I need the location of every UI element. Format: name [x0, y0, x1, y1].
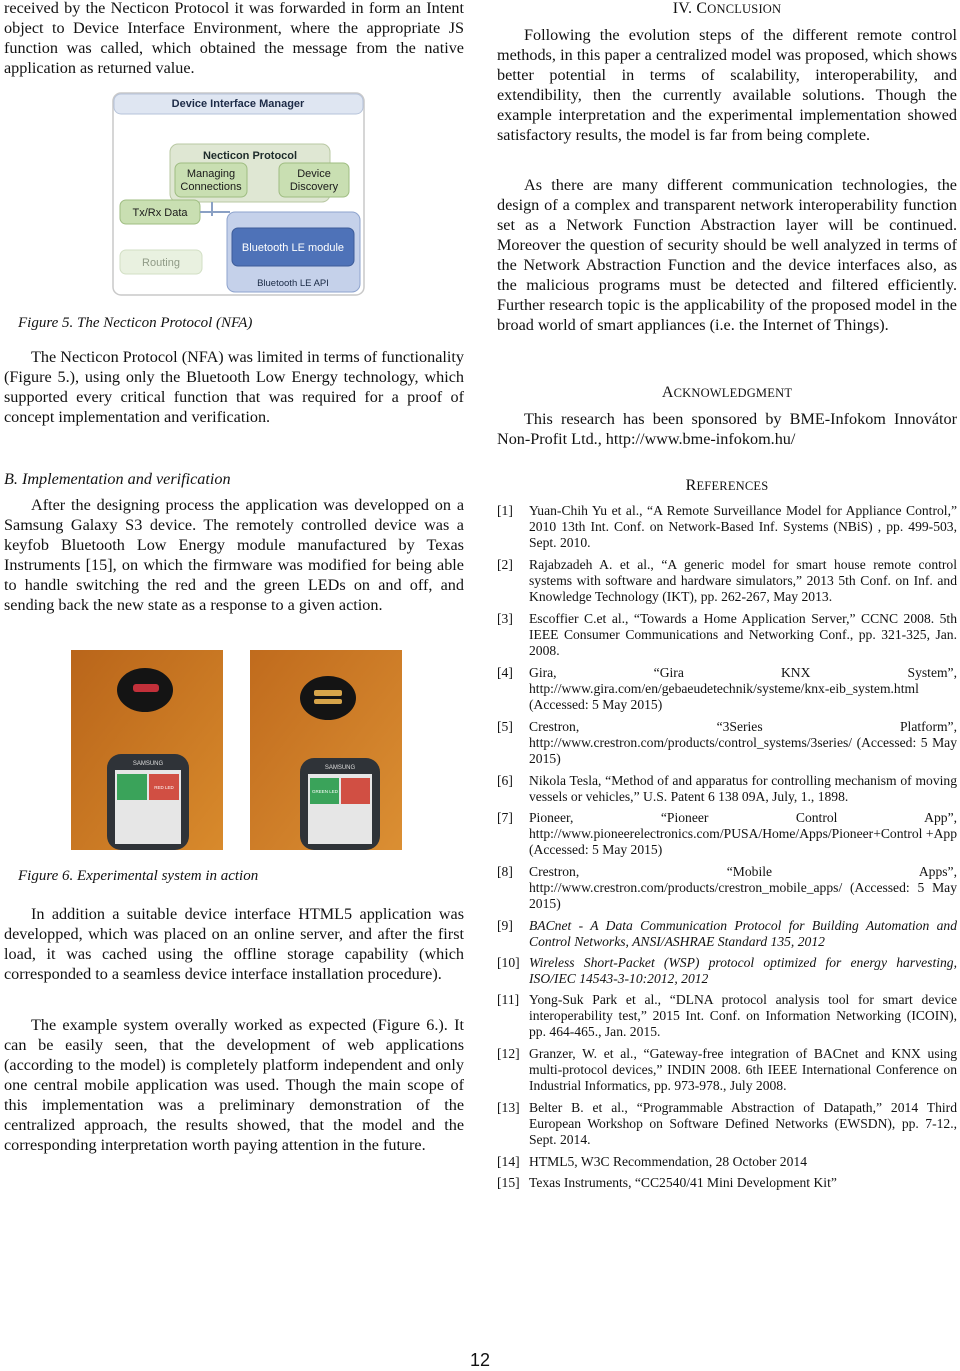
implementation-paragraph: After the designing process the application was developped on a Samsung Galaxy S3 device. The remotely controlled device was a keyfob Bluetooth Low Energy module manufactured by Texas Instruments [15], on which the firmware was modified for being able to handle switching the red and the green LEDs on and off, and sending back the new state as a response to a given action.: [4, 496, 464, 614]
reference-item: [6] Nikola Tesla, “Method of and apparatus for controlling mechanism of moving vessels or vehicles,” U.S. Patent 6 138 09A, July, 1., 1898.: [497, 773, 957, 805]
reference-item: [14] HTML5, W3C Recommendation, 28 October 2014: [497, 1154, 807, 1169]
discovery-label-2: Discovery: [289, 181, 339, 193]
ble-api-label: Bluetooth LE API: [257, 278, 329, 289]
necticon-protocol-label: Necticon Protocol: [202, 150, 298, 162]
reference-item: [15] Texas Instruments, “CC2540/41 Mini Development Kit”: [497, 1175, 837, 1190]
reference-item: [8] Crestron, “Mobile Apps”, http://www.crestron.com/products/crestron_mobile_apps/ (Accessed: 5 May 2015): [497, 864, 957, 912]
photo-green-led: [250, 650, 402, 850]
intro-paragraph: received by the Necticon Protocol it was forwarded in form an Intent object to Device Interface Environment, where the appropriate JS function was called, which obtained the message from the native application as returned value.: [4, 0, 464, 77]
reference-item: [12] Granzer, W. et al., “Gateway-free integration of BACnet and KNX using multi-protocol devices,” INDIN 2008. 6th IEEE International Conference on Industrial Informatics, pp. 973-978., July 2008.: [497, 1046, 957, 1094]
reference-item: [7] Pioneer, “Pioneer Control App”, http://www.pioneerelectronics.com/PUSA/Home/Apps/Pioneer+Control +App (Accessed: 5 May 2015): [497, 810, 957, 858]
led-label: GREEN LED: [311, 789, 339, 794]
figure5-caption: Figure 5. The Necticon Protocol (NFA): [18, 315, 253, 331]
phone-brand: SAMSUNG: [132, 761, 164, 767]
conclusion-paragraph-1: Following the evolution steps of the different remote control methods, in this paper a centralized model was proposed, which shows better potential in terms of scalability, interoperability, and extendibility, then the currently available solutions. Though the example interpretation and the experimental implementation showed satisfactory results, the model is far from being complete.: [497, 26, 957, 144]
discovery-label-1: Device: [297, 168, 331, 180]
managing-label-2: Connections: [180, 181, 242, 193]
reference-item: [5] Crestron, “3Series Platform”, http://www.crestron.com/products/control_systems/3series/ (Accessed: 5 May 2015): [497, 719, 957, 767]
led-label: RED LED: [154, 785, 174, 790]
routing-label: Routing: [142, 257, 180, 269]
example-paragraph: The example system overally worked as expected (Figure 6.). It can be easily seen, that the development of web applications (according to the model) is completely platform independent and only one central mobile application was used. Though the main scope of this implementation was a preliminary demonstration of the centralized approach, the results showed, that the model and the corresponding interpretation worth paying attention in the future.: [4, 1016, 464, 1154]
txrx-label: Tx/Rx Data: [132, 207, 188, 219]
html5-paragraph: In addition a suitable device interface HTML5 application was developped, which was placed on an online server, and after the first load, it was cached using the offline storage capability (which corresponded to a seamless device interface installation procedure).: [4, 905, 464, 983]
acknowledgment-heading: ACKNOWLEDGMENT: [661, 384, 793, 401]
references-heading: REFERENCES: [685, 477, 769, 494]
reference-item: [10] Wireless Short-Packet (WSP) protocol optimized for energy harvesting, ISO/IEC 14543-3-10:2012, 2012: [497, 955, 957, 987]
nfa-paragraph: The Necticon Protocol (NFA) was limited in terms of functionality (Figure 5.), using only the Bluetooth Low Energy technology, which supported every critical function that was required for a proof of concept implementation and verification.: [4, 348, 464, 426]
reference-item: [2] Rajabzadeh A. et al., “A generic model for smart house remote control systems with software and hardware simulators,” 2013 5th Conf. on Inf. and Knowledge Technology (IKT), pp. 262-267, May 2013.: [497, 557, 957, 605]
conclusion-heading: IV. CONCLUSION: [672, 0, 782, 17]
reference-item: [9] BACnet - A Data Communication Protocol for Building Automation and Control Networks, ANSI/ASHRAE Standard 135, 2012: [497, 918, 957, 950]
section-b-heading: B. Implementation and verification: [4, 470, 231, 488]
photo-red-led: [71, 650, 223, 850]
diagram-title: Device Interface Manager: [171, 98, 305, 110]
acknowledgment-text: This research has been sponsored by BME-Infokom Innovátor Non-Profit Ltd., http://www.bme-infokom.hu/: [497, 410, 957, 448]
reference-item: [13] Belter B. et al., “Programmable Abstraction of Datapath,” 2014 Third European Workshop on Software Defined Networks (EWSDN), pp. 7-12., Sept. 2014.: [497, 1100, 957, 1148]
page-number: 12: [469, 1350, 491, 1370]
managing-label-1: Managing: [186, 168, 236, 180]
phone-brand: SAMSUNG: [324, 765, 356, 771]
conclusion-paragraph-2: As there are many different communication technologies, the design of a complex and transparent network interoperability function set as a Network Function Abstraction layer will be continued. Moreover the question of security should be well analyzed in terms of the Network Abstraction Function and the device interfaces also, as the malicious programs must be detected and filtered efficiently. Further research topic is the applicability of the proposed model in the broad world of smart appliances (i.e. the Internet of Things).: [497, 176, 957, 334]
necticon-protocol-diagram: [112, 92, 365, 296]
ble-module-label: Bluetooth LE module: [241, 242, 345, 254]
reference-item: [4] Gira, “Gira KNX System”, http://www.gira.com/en/gebaeudetechnik/systeme/knx-eib_system.html (Accessed: 5 May 2015): [497, 665, 957, 713]
reference-item: [11] Yong-Suk Park et al., “DLNA protocol analysis tool for smart device interoperability test,” 2015 Int. Conf. on Information Networking (ICOIN), pp. 464-465., Jan. 2015.: [497, 992, 957, 1040]
reference-item: [1] Yuan-Chih Yu et al., “A Remote Surveillance Model for Appliance Control,” 2010 13th Int. Conf. on Network-Based Inf. Systems (NBiS) , pp. 499-503, Sept. 2010.: [497, 503, 957, 551]
figure6-caption: Figure 6. Experimental system in action: [18, 868, 259, 884]
reference-item: [3] Escoffier C.et al., “Towards a Home Application Server,” CCNC 2008. 5th IEEE Consumer Communications and Networking Conf., pp. 321-325, Jan. 2008.: [497, 611, 957, 659]
